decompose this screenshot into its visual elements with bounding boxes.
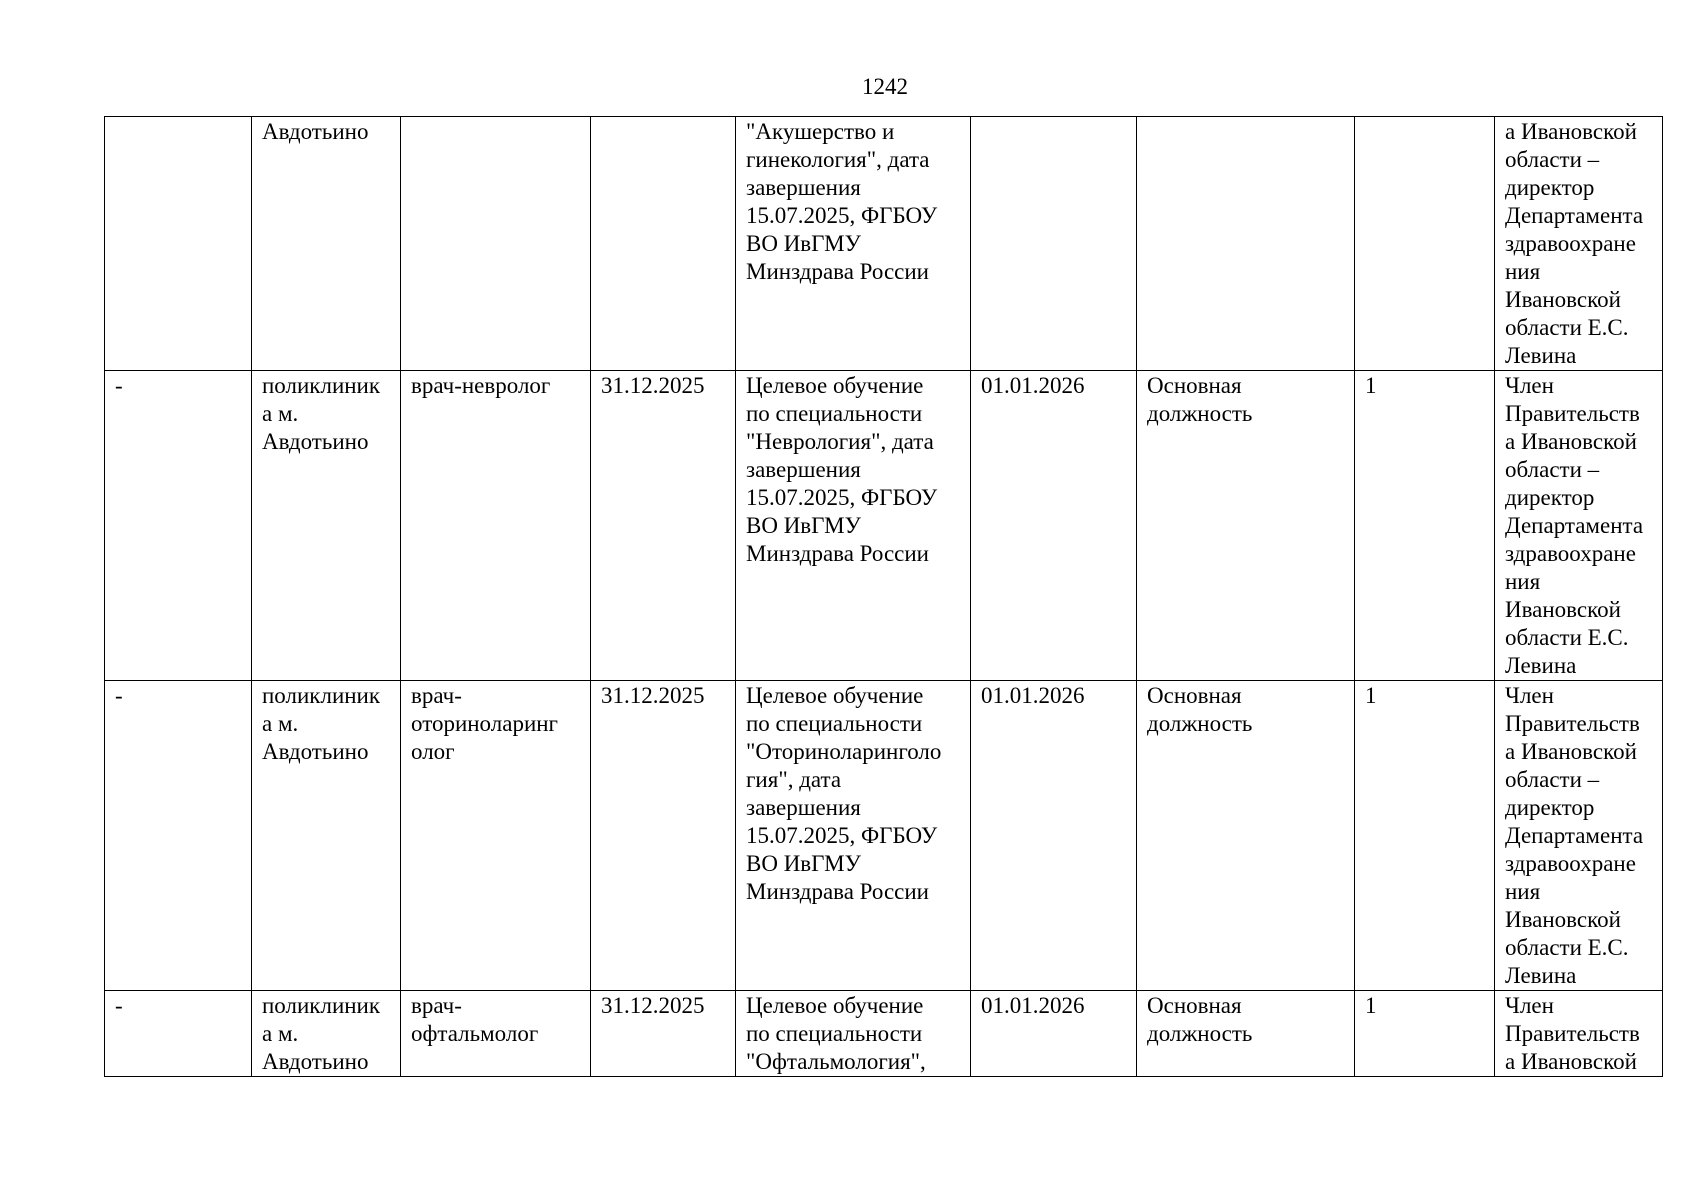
location-cell: поликлиник а м. Авдотьино [252,991,401,1077]
row-marker-cell [105,117,252,371]
start-date-cell: 01.01.2026 [971,991,1137,1077]
page-number: 1242 [862,74,908,99]
position-cell: врач- офтальмолог [401,991,591,1077]
position-cell [401,117,591,371]
start-date-cell: 01.01.2026 [971,371,1137,681]
vacancy-table [104,116,1663,1077]
responsible-person-cell: Член Правительств а Ивановской области – директор Департамента здравоохране ния Ивановской области Е.С. Левина [1495,681,1663,991]
deadline-date-cell: 31.12.2025 [591,681,736,991]
row-marker-cell: - [105,681,252,991]
training-description-cell: Целевое обучение по специальности "Офтальмология", [736,991,971,1077]
location-cell: Авдотьино [252,117,401,371]
row-marker-cell: - [105,991,252,1077]
deadline-date-cell: 31.12.2025 [591,371,736,681]
training-description-cell: Целевое обучение по специальности "Оториноларинголо гия", дата завершения 15.07.2025, ФГБОУ ВО ИвГМУ Минздрава России [736,681,971,991]
start-date-cell [971,117,1137,371]
table-row [105,371,1663,681]
table-row [105,117,1663,371]
responsible-person-cell: Член Правительств а Ивановской области – директор Департамента здравоохране ния Ивановской области Е.С. Левина [1495,371,1663,681]
count-cell: 1 [1355,371,1495,681]
deadline-date-cell [591,117,736,371]
location-cell: поликлиник а м. Авдотьино [252,681,401,991]
responsible-person-cell: а Ивановской области – директор Департамента здравоохране ния Ивановской области Е.С. Левина [1495,117,1663,371]
start-date-cell: 01.01.2026 [971,681,1137,991]
training-description-cell: "Акушерство и гинекология", дата завершения 15.07.2025, ФГБОУ ВО ИвГМУ Минздрава России [736,117,971,371]
training-description-cell: Целевое обучение по специальности "Неврология", дата завершения 15.07.2025, ФГБОУ ВО ИвГМУ Минздрава России [736,371,971,681]
position-cell: врач- оториноларинг олог [401,681,591,991]
responsible-person-cell: Член Правительств а Ивановской [1495,991,1663,1077]
position-cell: врач-невролог [401,371,591,681]
count-cell: 1 [1355,681,1495,991]
count-cell [1355,117,1495,371]
count-cell: 1 [1355,991,1495,1077]
location-cell: поликлиник а м. Авдотьино [252,371,401,681]
position-type-cell: Основная должность [1137,371,1355,681]
table-row [105,991,1663,1077]
row-marker-cell: - [105,371,252,681]
position-type-cell: Основная должность [1137,681,1355,991]
position-type-cell: Основная должность [1137,991,1355,1077]
position-type-cell [1137,117,1355,371]
deadline-date-cell: 31.12.2025 [591,991,736,1077]
table-row [105,681,1663,991]
